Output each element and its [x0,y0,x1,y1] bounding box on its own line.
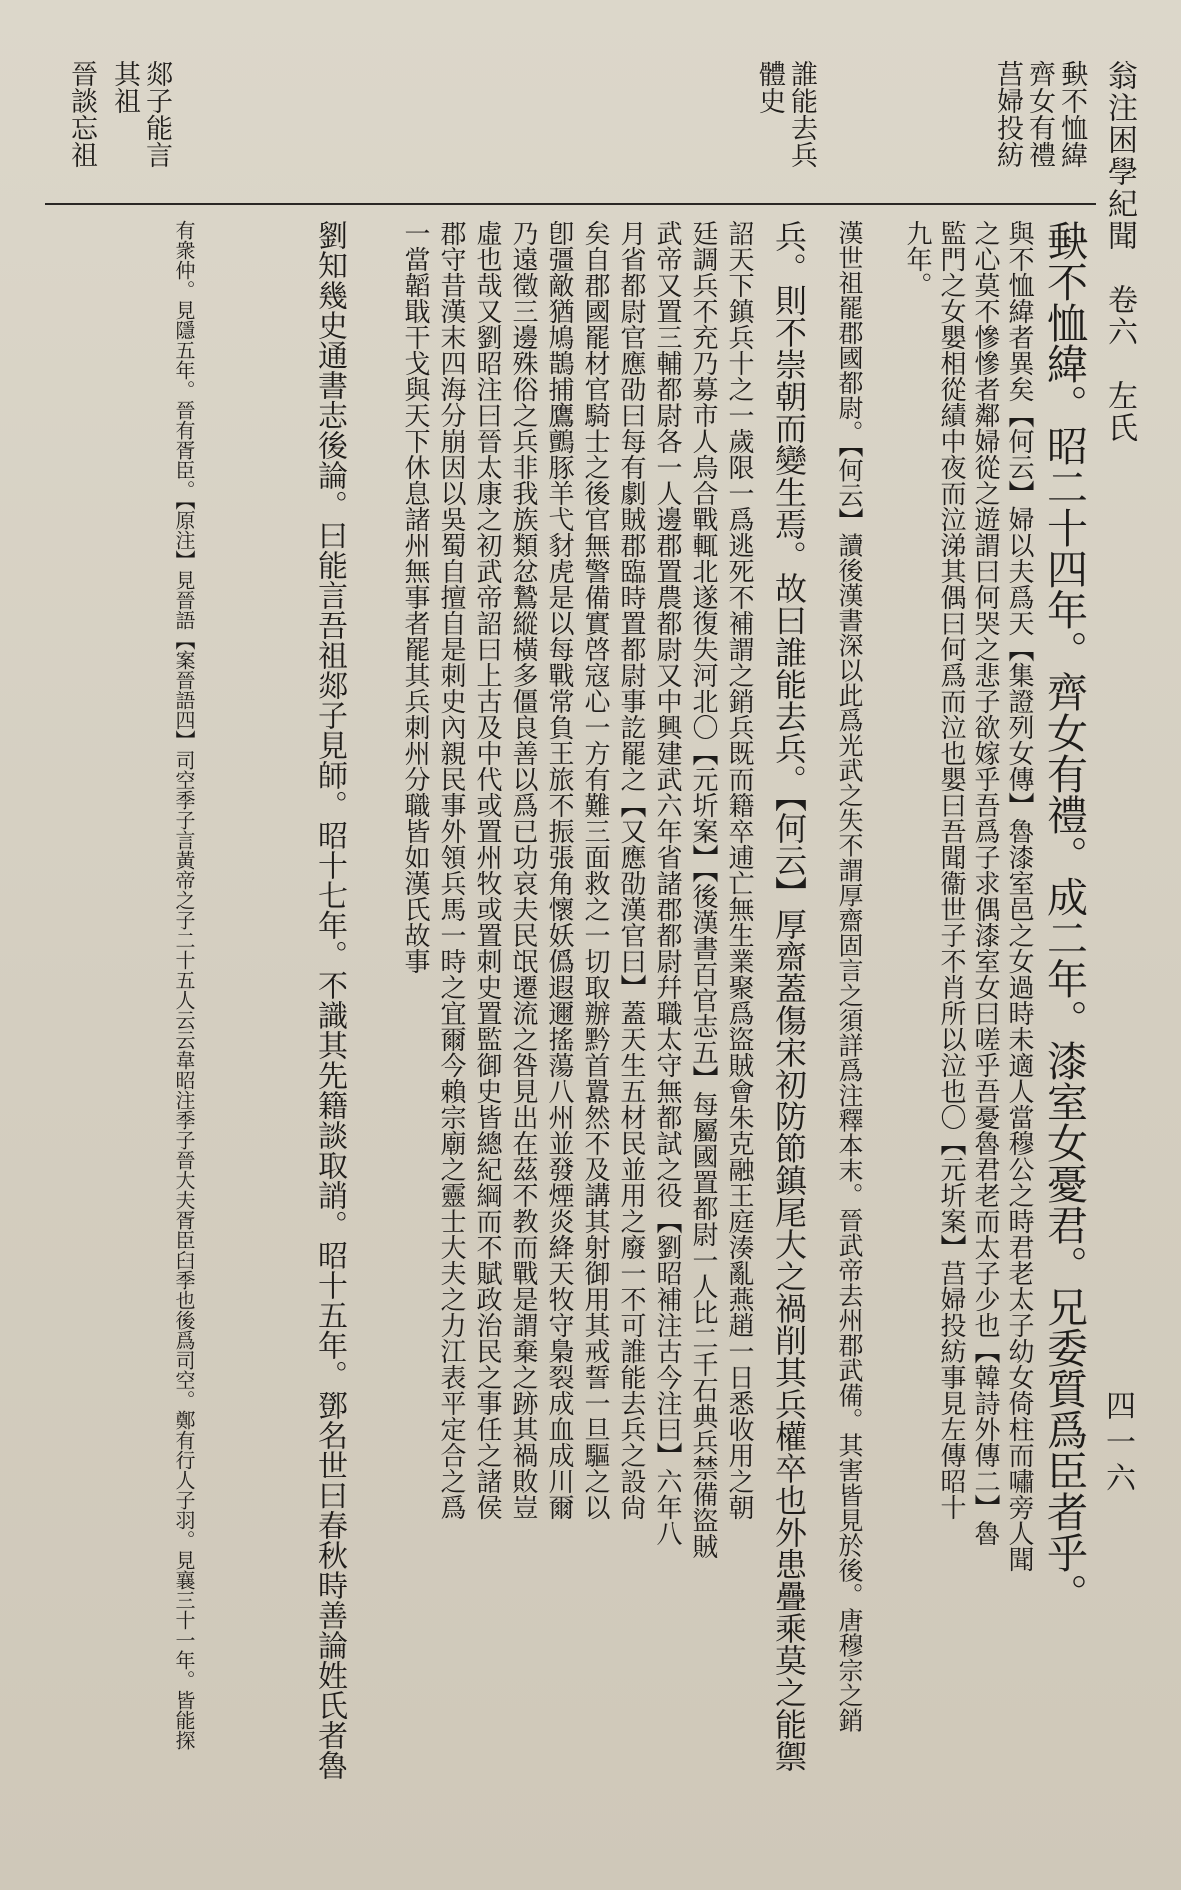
index-entry: 其祖 [109,60,140,114]
text-column: 廷調兵不充乃募市人烏合戰輒北遂復失河北〇【元圻案】【後漢書百官志五】每屬國置都尉一人比二千石典兵禁備盜賊 [688,220,718,1559]
text-column: 乃遠徵三邊殊俗之兵非我族類忿鷙縱橫多僵良善以爲已功哀夫民氓遷流之咎見出在茲不教而戰是謂棄之跡其禍敗豈 [508,220,538,1520]
text-column: 劉知幾史通書志後論。曰能言吾祖郯子見師。昭十七年。不識其先籍談取誚。昭十五年。鄧名世曰春秋時善論姓氏者魯 [312,220,347,1780]
text-column: 矣自郡國罷材官騎士之後官無警備實啓寇心一方有難三面救之一切取辦黔首囂然不及講其射御用其戒誓一旦驅之以 [580,220,610,1520]
top-index [46,60,1086,200]
index-entry: 莒婦投紡 [992,60,1023,168]
text-body [46,220,1086,1780]
text-column: 監門之女嬰相從績中夜而泣涕其偶曰何爲而泣也嬰曰吾聞衞世子不肖所以泣也〇【元圻案】莒婦投紡事見左傳昭十 [936,220,966,1520]
text-column: 月省都尉官應劭曰每有劇賊郡臨時置都尉事訖罷之【又應劭漢官曰】蓋天生五材民並用之廢一不可誰能去兵之設尙 [616,220,646,1520]
index-entry: 晉談忘祖 [66,60,97,168]
text-column: 詔天下鎮兵十之一歲限一爲逃死不補謂之銷兵既而籍卒逋亡無生業聚爲盜賊會朱克融王庭湊亂燕趙一日悉收用之朝 [724,220,754,1520]
running-head: 翁注困學紀聞 卷六 左氏 [1102,60,1137,444]
index-entry: 體史 [754,60,785,114]
text-column: 郡守昔漢末四海分崩因以吳蜀自擅自是刺史內親民事外領兵馬一時之宜爾今賴宗廟之靈士大夫之力江表平定合之爲 [436,220,466,1520]
text-column: 九年。 [902,220,932,298]
index-entry: 齊女有禮 [1024,60,1055,168]
text-column: 虛也哉又劉昭注曰晉太康之初武帝詔曰上古及中代或置州牧或置刺史置監御史皆總紀綱而不賦政治民之事任之諸侯 [472,220,502,1520]
text-column: 之心莫不慘慘者鄰婦從之遊謂曰何哭之悲子欲嫁乎吾爲子求偶漆室女曰嗟乎吾憂魯君老而太子少也【韓詩外傳二】魯 [970,220,1000,1546]
text-column: 武帝又置三輔都尉各一人邊郡置農都尉又中興建武六年省諸郡都尉幷職太守無都試之役【劉昭補注古今注曰】六年八 [652,220,682,1546]
text-column: 有衆仲。見隱五年。晉有胥臣。【原注】見晉語【案晉語四】司空季子言黃帝之子二十五人云云韋昭注季子晉大夫胥臣臼季也後爲司空。鄭有行人子羽。見襄三十一年。皆能探 [172,220,196,1750]
text-column: 與不恤緯者異矣【何云】婦以夫爲天【集證列女傳】魯漆室邑之女過時未適人當穆公之時君老太子幼女倚柱而嘯旁人聞 [1004,220,1034,1572]
index-entry: 誰能去兵 [786,60,817,168]
index-entry: 𡙇不恤緯 [1056,60,1087,168]
text-column: 漢世祖罷郡國都尉。【何云】讀後漢書深以此爲光武之失不謂厚齋固言之須詳爲注釋本末。晉武帝去州郡武備。其害皆見於後。唐穆宗之銷 [835,220,864,1733]
text-column: 兵。則不崇朝而變生焉。故曰誰能去兵。【何云】厚齋蓋傷宋初防節鎮尾大之禍削其兵權卒也外患疊乘莫之能禦 [770,220,808,1772]
page-number: 四一六 [1100,1390,1135,1498]
header-rule [45,203,1096,205]
text-column: 𡙇不恤緯。昭二十四年。齊女有禮。成二年。漆室女憂君。兄委質爲臣者乎。 [1040,220,1088,1614]
text-column: 卽彊敵猶鳩鵲捕鷹鸇豚羊弋豺虎是以每戰常負王旅不振張角懷妖僞遐邇搖蕩八州並發煙炎絳天牧守梟裂成血成川爾 [544,220,574,1520]
index-entry: 郯子能言 [141,60,172,168]
text-column: 一當韜戢干戈與天下休息諸州無事者罷其兵刺州分職皆如漢氏故事 [400,220,430,974]
